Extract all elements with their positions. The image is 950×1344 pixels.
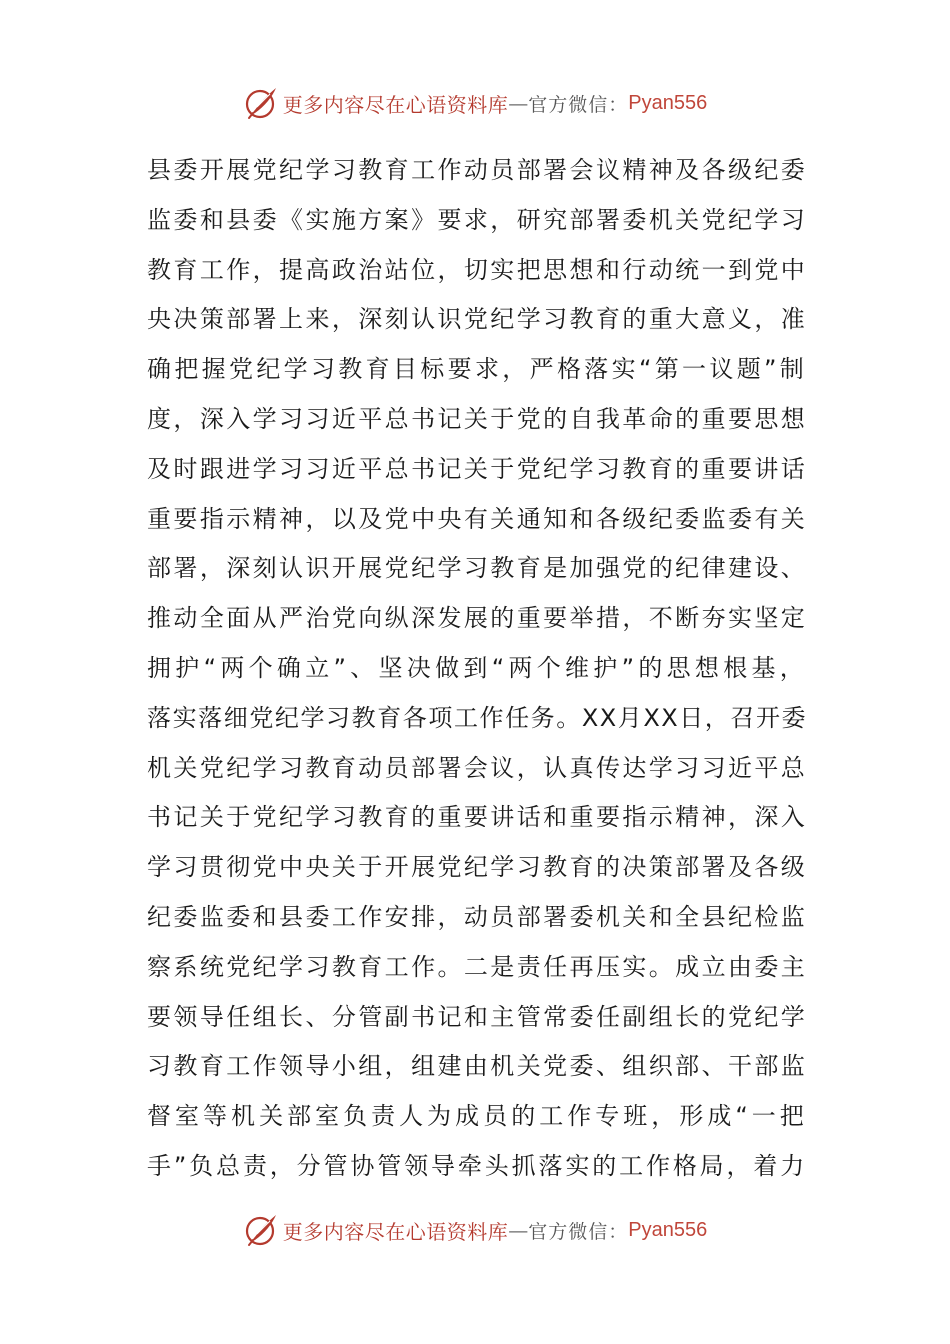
text-line: 拥护“两个确立”、坚决做到“两个维护”的思想根基， — [147, 653, 807, 682]
document-body — [147, 146, 807, 1192]
text-line: 县委开展党纪学习教育工作动员部署会议精神及各级纪委 — [147, 156, 807, 184]
text-line: 督室等机关部室负责人为成员的工作专班，形成“一把 — [147, 1102, 807, 1131]
footer-watermark — [0, 1210, 950, 1250]
text-line: 部署，深刻认识开展党纪学习教育是加强党的纪律建设、 — [147, 554, 807, 583]
text-line: 度，深入学习习近平总书记关于党的自我革命的重要思想 — [147, 404, 807, 433]
watermark-brand-text: 更多内容尽在心语资料库 — [282, 1219, 509, 1244]
text-line: 央决策部署上来，深刻认识党纪学习教育的重大意义，准 — [147, 305, 807, 334]
text-line: 习教育工作领导小组，组建由机关党委、组织部、干部监 — [147, 1052, 807, 1081]
text-line: 纪委监委和县委工作安排，动员部署委机关和全县纪检监 — [147, 902, 807, 931]
text-line: 手”负总责，分管协管领导牵头抓落实的工作格局，着力 — [147, 1151, 807, 1180]
watermark-wechat-id: Pyan556 — [628, 91, 708, 114]
watermark-brand-text: 更多内容尽在心语资料库 — [282, 92, 509, 117]
quill-pen-logo-icon — [243, 85, 279, 121]
watermark-separator: — — [508, 1218, 529, 1242]
watermark-separator: — — [508, 91, 529, 115]
text-line: 机关党纪学习教育动员部署会议，认真传达学习习近平总 — [147, 753, 807, 782]
text-line: 教育工作，提高政治站位，切实把思想和行动统一到党中 — [147, 255, 807, 284]
text-line: 确把握党纪学习教育目标要求，严格落实“第一议题”制 — [147, 355, 807, 384]
text-line: 重要指示精神，以及党中央有关通知和各级纪委监委有关 — [147, 504, 807, 533]
text-line: 学习贯彻党中央关于开展党纪学习教育的决策部署及各级 — [147, 853, 807, 882]
text-line: 察系统党纪学习教育工作。二是责任再压实。成立由委主 — [147, 952, 807, 981]
watermark-wechat-id: Pyan556 — [628, 1218, 708, 1241]
header-watermark — [0, 83, 950, 123]
text-line: 书记关于党纪学习教育的重要讲话和重要指示精神，深入 — [147, 803, 807, 832]
text-line: 推动全面从严治党向纵深发展的重要举措，不断夯实坚定 — [147, 604, 807, 633]
text-line: 及时跟进学习习近平总书记关于党纪学习教育的重要讲话 — [147, 454, 807, 483]
text-line: 要领导任组长、分管副书记和主管常委任副组长的党纪学 — [147, 1002, 807, 1031]
text-line: 监委和县委《实施方案》要求，研究部署委机关党纪学习 — [147, 205, 807, 234]
quill-pen-logo-icon — [243, 1212, 279, 1248]
watermark-wechat-label: 官方微信： — [528, 93, 629, 116]
watermark-wechat-label: 官方微信： — [528, 1220, 629, 1243]
text-line: 落实落细党纪学习教育各项工作任务。XX月XX日，召开委 — [147, 703, 807, 732]
